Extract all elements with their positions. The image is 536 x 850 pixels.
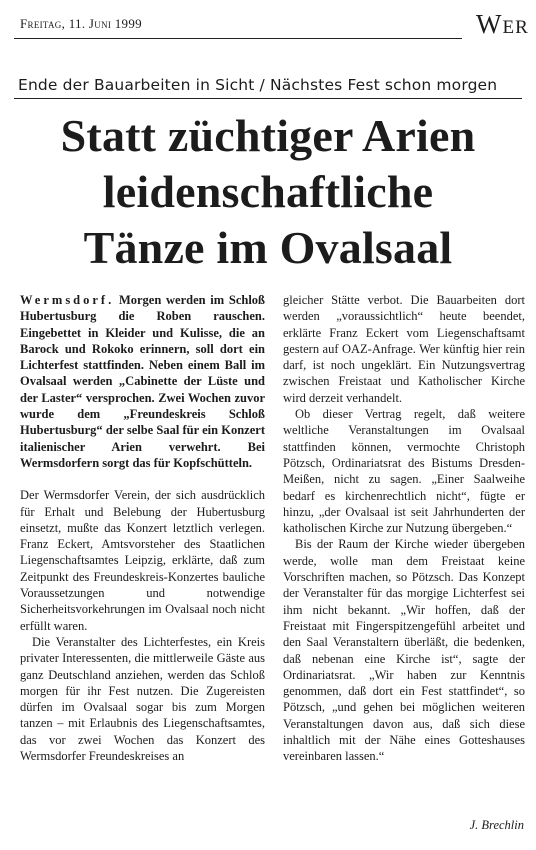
article-paragraph-4: Ob dieser Vertrag regelt, daß weitere weltliche Veranstaltungen im Ovalsaal stattfinden können, vermochte Christoph Pötzsch, Ordinariatsrat des Bistums Dresden-Meißen, nicht zu sagen. „Einer Saalweihe bedarf es kirchenrechtlich nicht“, fügte er hinzu, „der Ovalsaal ist seit Jahrhunderten der katholischen Kirche zur Nutzung übergeben.“ — [283, 407, 525, 536]
issue-date: Freitag, 11. Juni 1999 — [20, 16, 142, 31]
headline-line-3: Tänze im Ovalsaal — [83, 222, 453, 273]
kicker-line: Ende der Bauarbeiten in Sicht / Nächstes Fest schon morgen — [18, 76, 498, 94]
article-paragraph-1: Der Wermsdorfer Verein, der sich ausdrücklich für Erhalt und Belebung der Hubertusburg einsetzt, mußte das Konzert letztlich verlegen. Franz Eckert, Amtsvorsteher des Staatlichen Liegenschaftsamtes Leipzig, erklärte, daß zum Zeitpunkt des Freundeskreis-Konzertes bauliche Voraussetzungen und notwendige Sicherheitsvorkehrungen im Ovalsaal noch nicht erfüllt waren. — [20, 488, 265, 633]
lead-text: Morgen werden im Schloß Hubertusburg die Roben rauschen. Eingebettet in Kleider und Kulisse, die an Barock und Rokoko erinnern, soll dort ein Lichterfest stattfinden. Neben einem Ball im Ovalsaal werden „Cabinette der Lüste und der Laster“ versprochen. Zwei Wochen zuvor wurde dem „Freundeskreis Schloß Hubertusburg“ der selbe Saal für ein Konzert italienischer Arien verwehrt. Bei Wermsdorfern sorgt das für Kopfschütteln. — [20, 293, 266, 470]
masthead-rule — [14, 38, 462, 39]
kicker-rule — [14, 98, 522, 99]
article-column-2 — [283, 292, 525, 765]
article-paragraph-2: Die Veranstalter des Lichterfestes, ein Kreis privater Interessenten, die mittlerweile Gäste aus ganz Deutschland anziehen, werden das Schloß morgen für ihr Fest nutzen. Die Zugereisten dürfen im Ovalsaal sogar bis zum Morgen tanzen – mit Erlaubnis des Liegenschaftsamtes, das vor zwei Wochen das Konzert des Wermsdorfer Freundeskreises an — [20, 634, 265, 764]
headline-line-1: Statt züchtiger Arien — [60, 110, 476, 161]
headline — [10, 108, 526, 276]
dateline: Wermsdorf. — [20, 293, 115, 307]
masthead — [0, 0, 536, 40]
article-column-1 — [20, 292, 265, 764]
article-lead — [20, 292, 265, 471]
headline-line-2: leidenschaftliche — [102, 166, 434, 217]
article-paragraph-5: Bis der Raum der Kirche wieder übergeben werde, wolle man dem Freistaat keine Vorschriften machen, so Pötzsch. Das Konzept der Veranstalter für das morgige Lichterfest sei ihm nicht bekannt. „Wir hoffen, daß der Freistaat mit Fingerspitzengefühl arbeitet und den Saal Veranstaltern überläßt, die bedenken, daß nebenan eine Kirche ist“, sagte der Ordinariatsrat. „Wir haben zur Kenntnis genommen, daß dort ein Fest stattfindet“, so Pötzsch, „und gehen bei möglichen weiteren Veranstaltungen davon aus, daß sich diese inhaltlich mit der Nähe eines Gotteshauses vereinbaren lassen.“ — [283, 537, 525, 764]
section-name: Wer — [476, 9, 529, 39]
author-byline: J. Brechlin — [469, 818, 524, 832]
article-paragraph-3: gleicher Stätte verbot. Die Bauarbeiten dort werden „voraussichtlich“ heute beendet, erklärte Franz Eckert vom Liegenschaftsamt gestern auf OAZ-Anfrage. Wer künftig hier rein darf, ist noch ungeklärt. Ein Nutzungsvertrag zwischen Freistaat und Katholischer Kirche wird derzeit verhandelt. — [283, 293, 525, 405]
